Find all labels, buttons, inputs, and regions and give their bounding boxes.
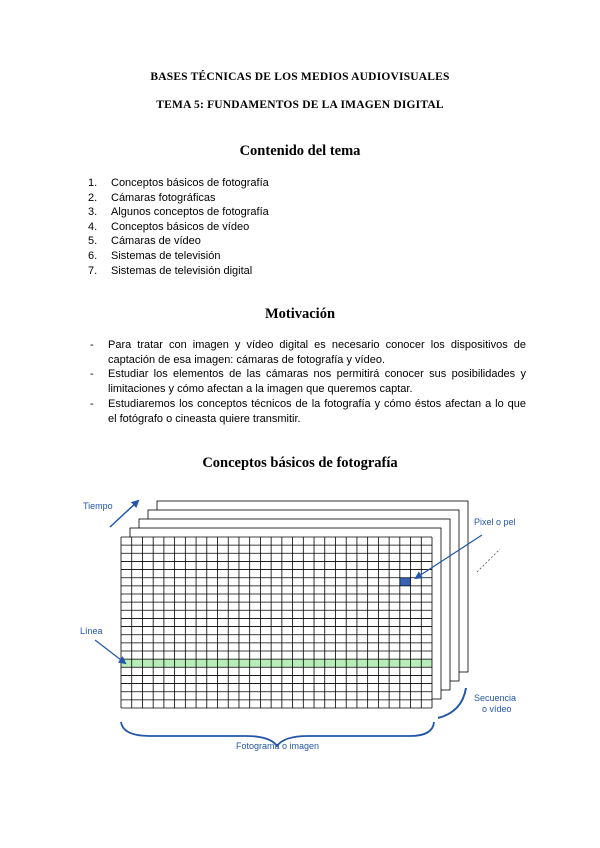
list-item: 2. Cámaras fotográficas (88, 191, 216, 204)
sequence-brace (438, 688, 466, 718)
list-item: 5. Cámaras de vídeo (88, 235, 201, 248)
sequence-label-1: Secuencia (474, 693, 517, 703)
time-label: Tiempo (83, 501, 113, 511)
concepts-heading: Conceptos básicos de fotografía (202, 455, 398, 471)
list-item: - Estudiaremos los conceptos técnicos de la fotografía y cómo éstos afectan a lo que el fotógrafo o cineasta quiere transmitir. (90, 397, 526, 425)
sequence-label-2: o vídeo (482, 704, 512, 714)
line-arrow (95, 640, 125, 663)
list-item: 3. Algunos conceptos de fotografía (88, 206, 269, 219)
list-item: 6. Sistemas de televisión (88, 249, 221, 262)
frame-label: Fotograma o imagen (236, 741, 320, 751)
topic-title: TEMA 5: FUNDAMENTOS DE LA IMAGEN DIGITAL (156, 99, 444, 111)
pixel-label: Pixel o pel (474, 517, 516, 527)
list-item: 7. Sistemas de televisión digital (88, 264, 253, 277)
list-item: 4. Conceptos básicos de vídeo (88, 220, 250, 233)
pixel-dashed-line (477, 549, 500, 572)
line-label: Línea (80, 626, 103, 636)
time-arrow (110, 501, 138, 527)
list-item: - Estudiar los elementos de las cámaras nos permitirá conocer sus posibilidades y limitaciones y cómo afectan a la imagen que queremos captar. (90, 368, 526, 396)
frame-background (121, 537, 432, 708)
contents-heading: Contenido del tema (239, 143, 361, 159)
list-item: 1. Conceptos básicos de fotografía (88, 177, 269, 189)
list-item: - Para tratar con imagen y vídeo digital es necesario conocer los dispositivos de captación de esa imagen: cámaras de fotografía y vídeo. (90, 339, 526, 366)
highlighted-line (121, 659, 432, 667)
course-title: BASES TÉCNICAS DE LOS MEDIOS AUDIOVISUALES (150, 71, 450, 83)
motivation-heading: Motivación (264, 306, 336, 322)
pixel-grid (121, 537, 432, 708)
highlighted-pixel (400, 578, 411, 586)
